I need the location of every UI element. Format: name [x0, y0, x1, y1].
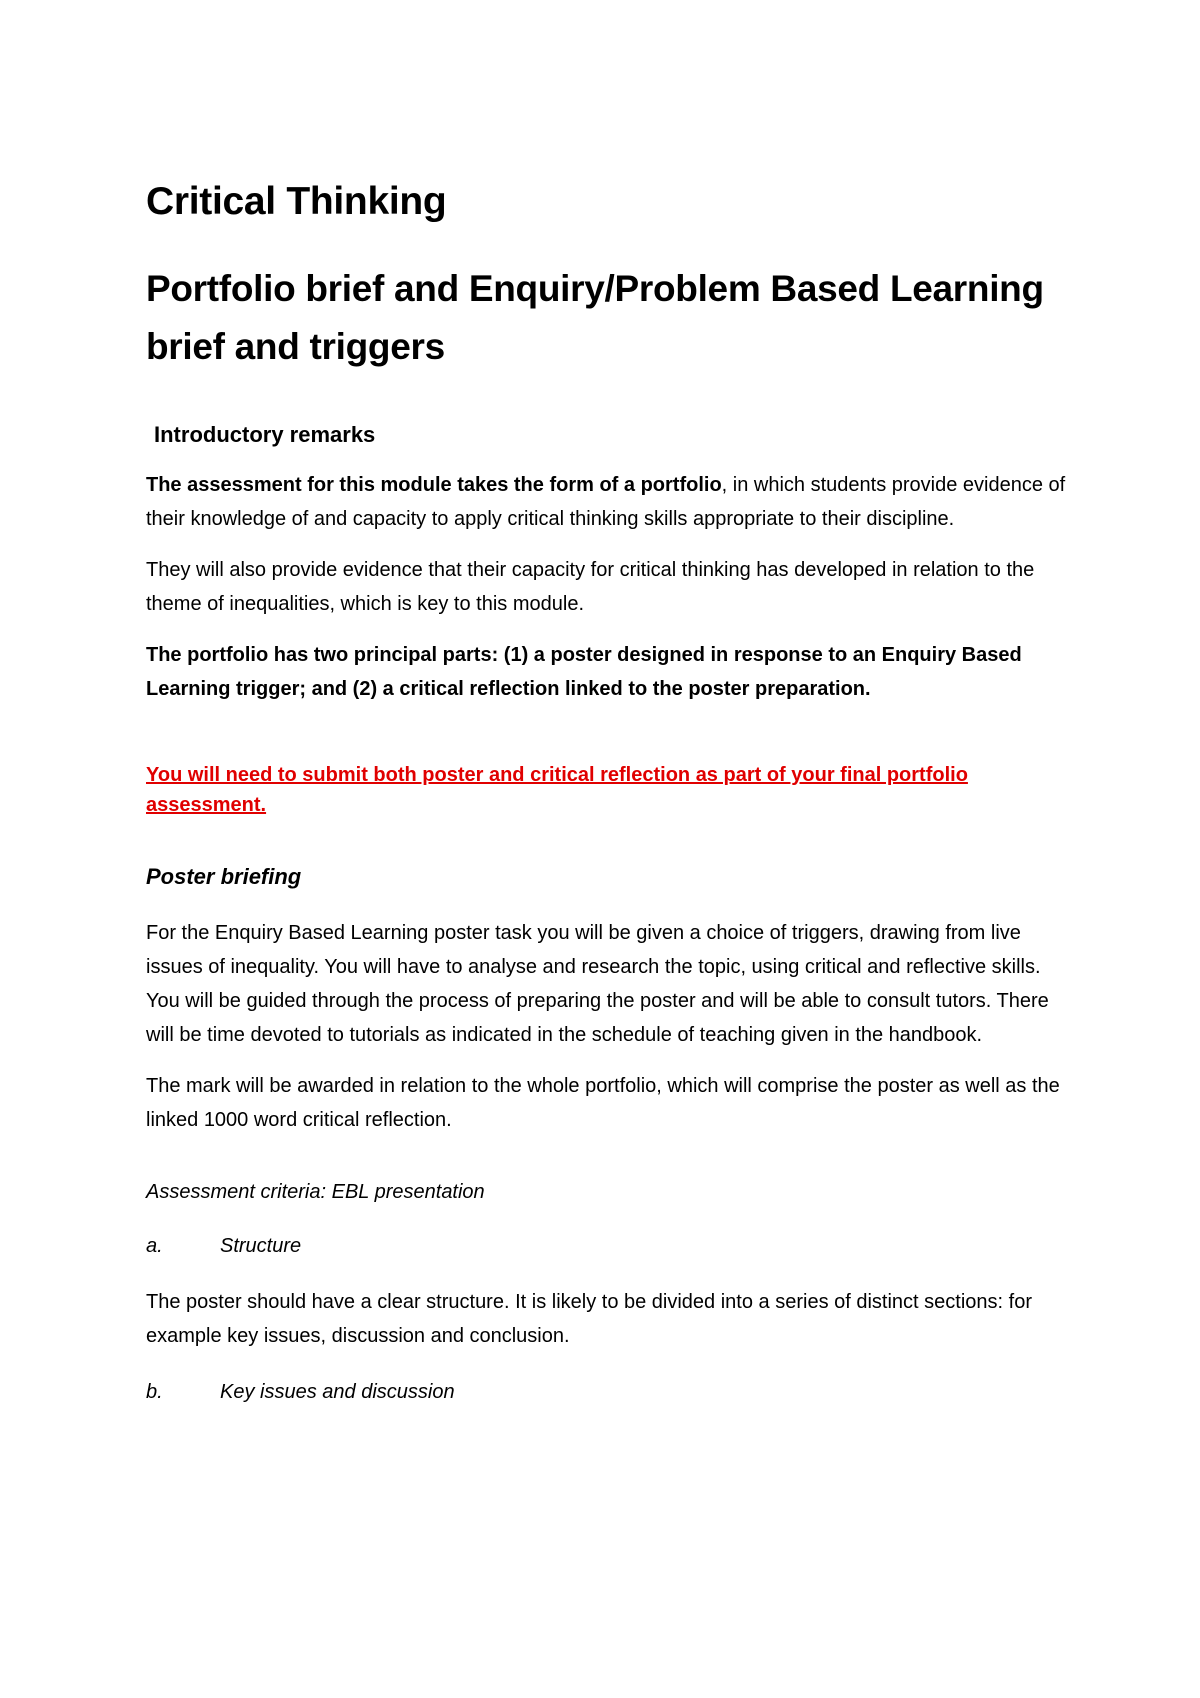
criterion-letter: a. — [146, 1235, 163, 1257]
document-subtitle: Portfolio brief and Enquiry/Problem Based Learning brief and triggers — [146, 268, 1044, 367]
criteria-heading: Assessment criteria: EBL presentation — [146, 1181, 485, 1203]
document-content — [146, 178, 1076, 1407]
assessment-paragraph — [146, 468, 1076, 536]
document-title: Critical Thinking — [146, 180, 447, 223]
structure-paragraph: The poster should have a clear structure. It is likely to be divided into a series of distinct sections: for example key issues, discussion and conclusion. — [146, 1291, 1032, 1347]
intro-heading: Introductory remarks — [154, 422, 376, 447]
poster-briefing-heading: Poster briefing — [146, 864, 302, 889]
criterion-item-structure — [146, 1231, 1076, 1261]
ebl-task-paragraph: For the Enquiry Based Learning poster task you will be given a choice of triggers, drawing from live issues of inequality. You will have to analyse and research the topic, using critical and reflective skills. You will be guided through the process of preparing the poster and will be able to consult tutors. There will be time devoted to tutorials as indicated in the schedule of teaching given in the handbook. — [146, 922, 1049, 1046]
assessment-lead-text: The assessment for this module takes the form of a portfolio — [146, 474, 722, 496]
portfolio-parts-paragraph: The portfolio has two principal parts: (1) a poster designed in response to an Enquiry Based Learning trigger; and (2) a critical reflection linked to the poster preparation. — [146, 644, 1022, 700]
criterion-letter: b. — [146, 1381, 163, 1403]
mark-paragraph: The mark will be awarded in relation to the whole portfolio, which will comprise the poster as well as the linked 1000 word critical reflection. — [146, 1075, 1060, 1131]
criterion-item-key-issues — [146, 1377, 1076, 1407]
assessment-rest-text: , in which students provide evidence of their knowledge of and capacity to apply critical thinking skills appropriate to their discipline. — [146, 474, 1066, 530]
criterion-label: Structure — [220, 1235, 302, 1257]
submission-notice: You will need to submit both poster and critical reflection as part of your final portfolio assessment. — [146, 764, 968, 816]
evidence-paragraph: They will also provide evidence that their capacity for critical thinking has developed in relation to the theme of inequalities, which is key to this module. — [146, 559, 1035, 615]
criterion-label: Key issues and discussion — [220, 1381, 455, 1403]
